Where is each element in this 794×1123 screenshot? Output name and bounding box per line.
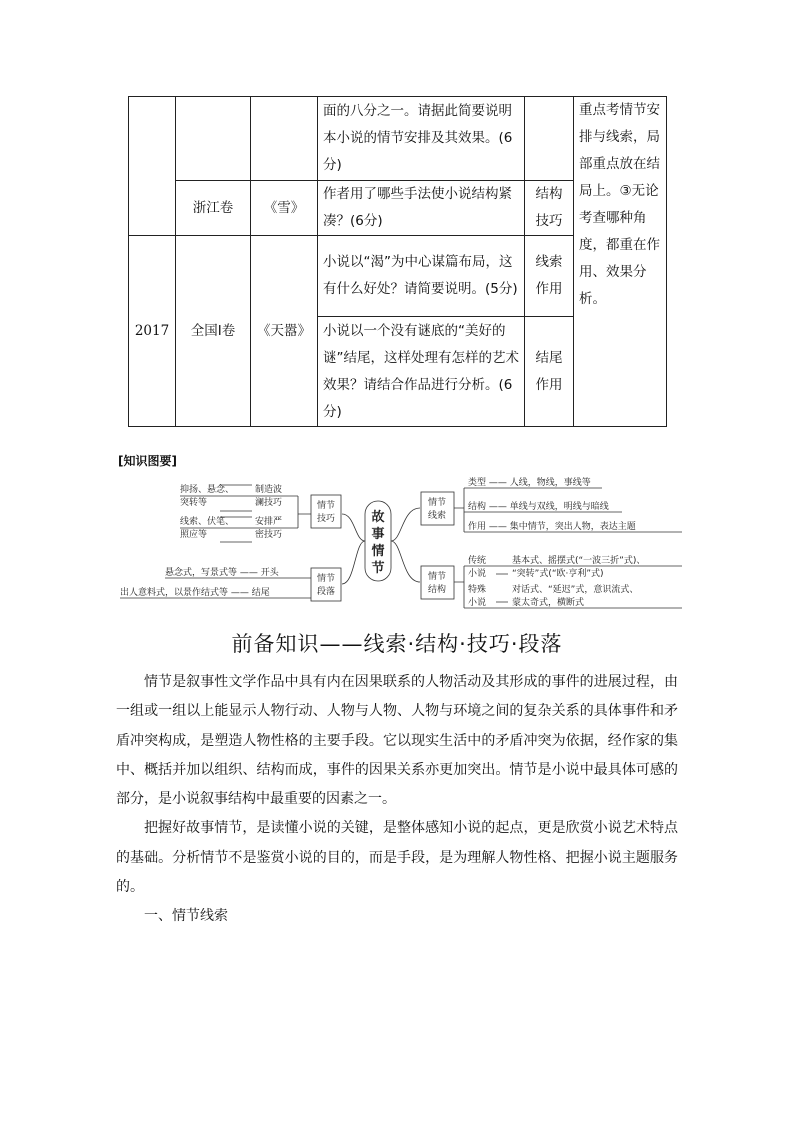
skills-label: 技巧: [316, 514, 336, 524]
notes-cell: 重点考情节安排与线索，局部重点放在结局上。③无论考查哪种角度，都重在作用、效果分析。: [574, 97, 667, 427]
sections-label: 段落: [316, 587, 336, 597]
point-cell: 结尾作用: [525, 317, 574, 427]
skills-label: 情节: [316, 501, 336, 511]
skills-item: 澜技巧: [255, 498, 283, 508]
table-row: [129, 97, 667, 181]
subheading: 一、情节线索: [144, 908, 228, 925]
structure-item: 对话式、“延迟”式，意识流式、: [512, 585, 639, 595]
year-cell: 2017: [129, 236, 176, 427]
province-cell: [176, 97, 251, 181]
skills-item: 突转等: [180, 498, 208, 508]
structure-label: 结构: [427, 585, 447, 595]
clues-label: 情节: [427, 498, 447, 508]
work-cell: 《雪》: [251, 181, 318, 236]
clues-item: 作用 —— 集中情节，突出人物，表达主题: [468, 522, 636, 532]
question-cell: 面的八分之一。请据此简要说明本小说的情节安排及其效果。(6分): [318, 97, 525, 181]
center-label: 情: [371, 544, 385, 559]
point-cell: 线索作用: [525, 236, 574, 317]
question-cell: 作者用了哪些手法使小说结构紧凑？(6分): [318, 181, 525, 236]
province-cell: 浙江卷: [176, 181, 251, 236]
structure-item: 基本式、摇摆式(“一波三折”式)、: [512, 556, 646, 566]
structure-item: 小说: [468, 569, 487, 579]
question-cell: 小说以“渴”为中心谋篇布局，这有什么好处？请简要说明。(5分): [318, 236, 525, 317]
section-heading: 前备知识——线索·结构·技巧·段落: [231, 632, 563, 656]
question-cell: 小说以一个没有谜底的“美好的谜”结尾，这样处理有怎样的艺术效果？请结合作品进行分析。(6分): [318, 317, 525, 427]
paragraph: 情节是叙事性文学作品中具有内在因果联系的人物活动及其形成的事件的进展过程，由一组或一组以上能显示人物行动、人物与人物、人物与环境之间的复杂关系的具体事件和矛盾冲突构成，是塑造人物性格的主要手段。它以现实生活中的矛盾冲突为依据，经作家的集中、概括并加以组织、结构而成，事件的因果关系亦更加突出。情节是小说中最具体可感的部分，是小说叙事结构中最重要的因素之一。: [116, 674, 678, 808]
point-cell: 结构技巧: [525, 181, 574, 236]
clues-label: 线索: [427, 511, 447, 521]
clues-item: 类型 —— 人线，物线，事线等: [468, 478, 591, 488]
skills-item: 安排严: [255, 517, 283, 527]
mindmap-diagram: [110, 468, 690, 616]
work-cell: [251, 97, 318, 181]
center-label: 节: [371, 561, 385, 576]
center-label: 故: [371, 510, 385, 525]
province-cell: 全国Ⅰ卷: [176, 236, 251, 427]
sections-label: 情节: [316, 574, 336, 584]
work-cell: 《天嚣》: [251, 236, 318, 427]
point-cell: [525, 97, 574, 181]
skills-item: 抑扬、悬念、: [180, 485, 235, 495]
clues-item: 结构 —— 单线与双线，明线与暗线: [468, 502, 609, 512]
skills-item: 密技巧: [255, 530, 283, 540]
sections-item: 出人意料式，以景作结式等 —— 结尾: [120, 588, 270, 598]
center-label: 事: [371, 527, 385, 542]
structure-item: 特殊: [468, 585, 487, 595]
exam-table: [128, 96, 667, 427]
year-cell: [129, 97, 176, 236]
body-text: [116, 668, 678, 932]
structure-label: 情节: [427, 572, 447, 582]
skills-item: 线索、伏笔、: [180, 517, 235, 527]
skills-item: 照应等: [180, 530, 208, 540]
paragraph: 把握好故事情节，是读懂小说的关键，是整体感知小说的起点，更是欣赏小说艺术特点的基础。分析情节不是鉴赏小说的目的，而是手段，是为理解人物性格、把握小说主题服务的。: [116, 820, 678, 896]
skills-item: 制造波: [255, 485, 283, 495]
structure-item: 蒙太奇式，横断式: [512, 598, 585, 608]
mindmap-title: [知识图要]: [118, 454, 177, 468]
structure-item: “突转”式(“欧·亨利”式): [512, 569, 604, 579]
structure-item: 小说: [468, 598, 487, 608]
structure-item: 传统: [468, 556, 487, 566]
sections-item: 悬念式，写景式等 —— 开头: [165, 568, 279, 578]
